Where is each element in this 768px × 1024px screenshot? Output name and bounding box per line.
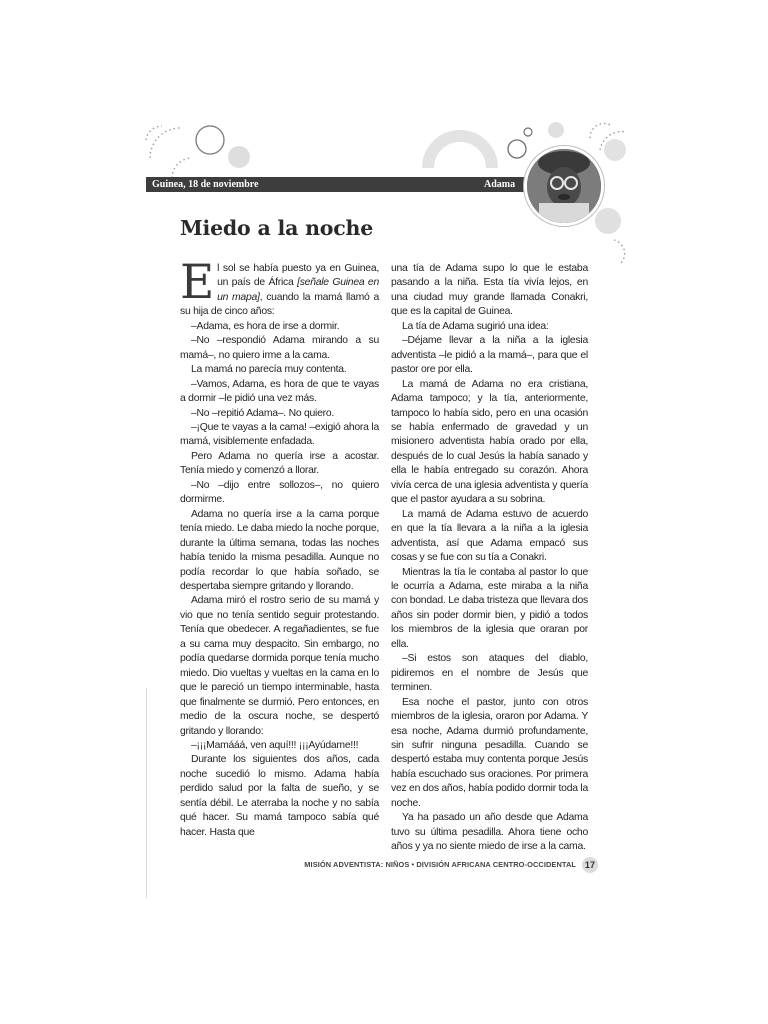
story-paragraph: –Adama, es hora de irse a dormir.	[191, 320, 340, 332]
story-paragraph: –¡¡¡Mamááá, ven aquí!!! ¡¡¡Ayúdame!!!	[191, 739, 359, 751]
story-paragraph: Mientras la tía le contaba al pastor lo que le ocurría a Adama, este miraba a la niña con bondad. Le daba tristeza que llevara dos años sin poder dormir bien, y pidió a todos los miembros de la iglesia que oraran por ella.	[391, 566, 588, 650]
story-paragraph: La mamá de Adama estuvo de acuerdo en que la tía llevara a la niña a la iglesia adventista, así que Adama empacó sus cosas y se fue con su tía a Conakri.	[391, 508, 588, 564]
story-paragraph: Pero Adama no quería irse a acostar. Tenía miedo y comenzó a llorar.	[180, 450, 379, 477]
story-paragraph: Adama miró el rostro serio de su mamá y vio que no tenía sentido seguir protestando. Tenía que obedecer. A regañadientes, se fue a su cama muy despacito. Sin embargo, no podía quedarse dormida porque tenía mucho miedo. Dio vueltas y vueltas en la cama en lo que le pareció un tiempo interminable, hasta que finalmente se durmió. Pero entonces, en medio de la oscura noche, se despertó gritando y llorando:	[180, 595, 379, 737]
story-paragraph: Esa noche el pastor, junto con otros miembros de la iglesia, oraron por Adama. Y esa noche, Adama durmió profundamente, sin sufrir ninguna pesadilla. Cuando se despertó estaba muy contenta porque Jesús había escuchado sus oraciones. Por primera vez en dos años, había podido dormir toda la noche.	[391, 696, 588, 809]
page-footer	[304, 857, 598, 873]
child-photo-illustration	[527, 149, 601, 223]
story-paragraph: Ya ha pasado un año desde que Adama tuvo su última pesadilla. Ahora tiene ocho años y ya no siente miedo de irse a la cama.	[391, 812, 588, 853]
story-paragraph: –No –dijo entre sollozos–, no quiero dormirme.	[180, 479, 379, 506]
story-paragraph: La mamá de Adama no era cristiana, Adama tampoco; y la tía, anteriormente, tampoco lo había sido, pero en una ocasión se había enfermado de gravedad y un misionero adventista había orado por ella, después de lo cual Jesús la había sanado y ella le había entregado su corazón. Ahora vivía cerca de una iglesia adventista y quería que el pastor ayudara a su sobrina.	[391, 378, 588, 506]
header-date: Guinea, 18 de noviembre	[152, 179, 259, 190]
story-paragraph	[180, 255, 380, 320]
story-paragraph: una tía de Adama supo lo que le estaba pasando a la niña. Esta tía vivía lejos, en una ciudad muy grande llamada Conakri, que es la capital de Guinea.	[391, 263, 588, 318]
header-name: Adama	[484, 179, 516, 190]
intro-text-end: , cuando la mamá llamó a su hija de cinco años:	[180, 291, 380, 318]
story-paragraph: La tía de Adama sugirió una idea:	[402, 320, 549, 332]
drop-cap: E	[180, 255, 215, 310]
intro-note: [señale Guinea en un mapa]	[217, 277, 379, 303]
story-paragraph: –No –respondió Adama mirando a su mamá–, no quiero irme a la cama.	[180, 335, 379, 361]
story-paragraph: Durante los siguientes dos años, cada noche sucedió lo mismo. Adama había perdido salud por la falta de sueño, y se sentía débil. Le aterraba la noche y no sabía qué hacer. Su mamá tampoco sabía qué hacer. Hasta que	[180, 754, 379, 838]
page-edge-line	[146, 688, 147, 898]
story-paragraph: –Si estos son ataques del diablo, pidiremos en el nombre de Jesús que terminen.	[391, 653, 588, 694]
child-photo	[524, 146, 604, 226]
story-paragraph: –Déjame llevar a la niña a la iglesia adventista –le pidió a la mamá–, para que el pastor ore por ella.	[391, 335, 588, 376]
footer-text: MISIÓN ADVENTISTA: NIÑOS • DIVISIÓN AFRICANA CENTRO-OCCIDENTAL	[304, 860, 576, 869]
intro-text: l sol se había puesto ya en Guinea, un país de África	[217, 263, 379, 289]
page-number: 17	[582, 857, 598, 873]
story-paragraph: Adama no quería irse a la cama porque tenía miedo. Le daba miedo la noche porque, durante la última semana, todas las noches había tenido la misma pesadilla. Aunque no podía recordar lo que había soñado, se despertaba siempre gritando y llorando.	[180, 508, 379, 592]
story-paragraph: La mamá no parecía muy contenta.	[191, 364, 347, 376]
story-column-left	[180, 255, 380, 840]
story-column-right	[391, 262, 588, 855]
story-paragraph: –Vamos, Adama, es hora de que te vayas a dormir –le pidió una vez más.	[180, 378, 379, 405]
story-paragraph: –¡Que te vayas a la cama! –exigió ahora la mamá, visiblemente enfadada.	[180, 421, 379, 448]
page-title: Miedo a la noche	[180, 216, 374, 240]
story-paragraph: –No –repitió Adama–. No quiero.	[191, 407, 335, 419]
